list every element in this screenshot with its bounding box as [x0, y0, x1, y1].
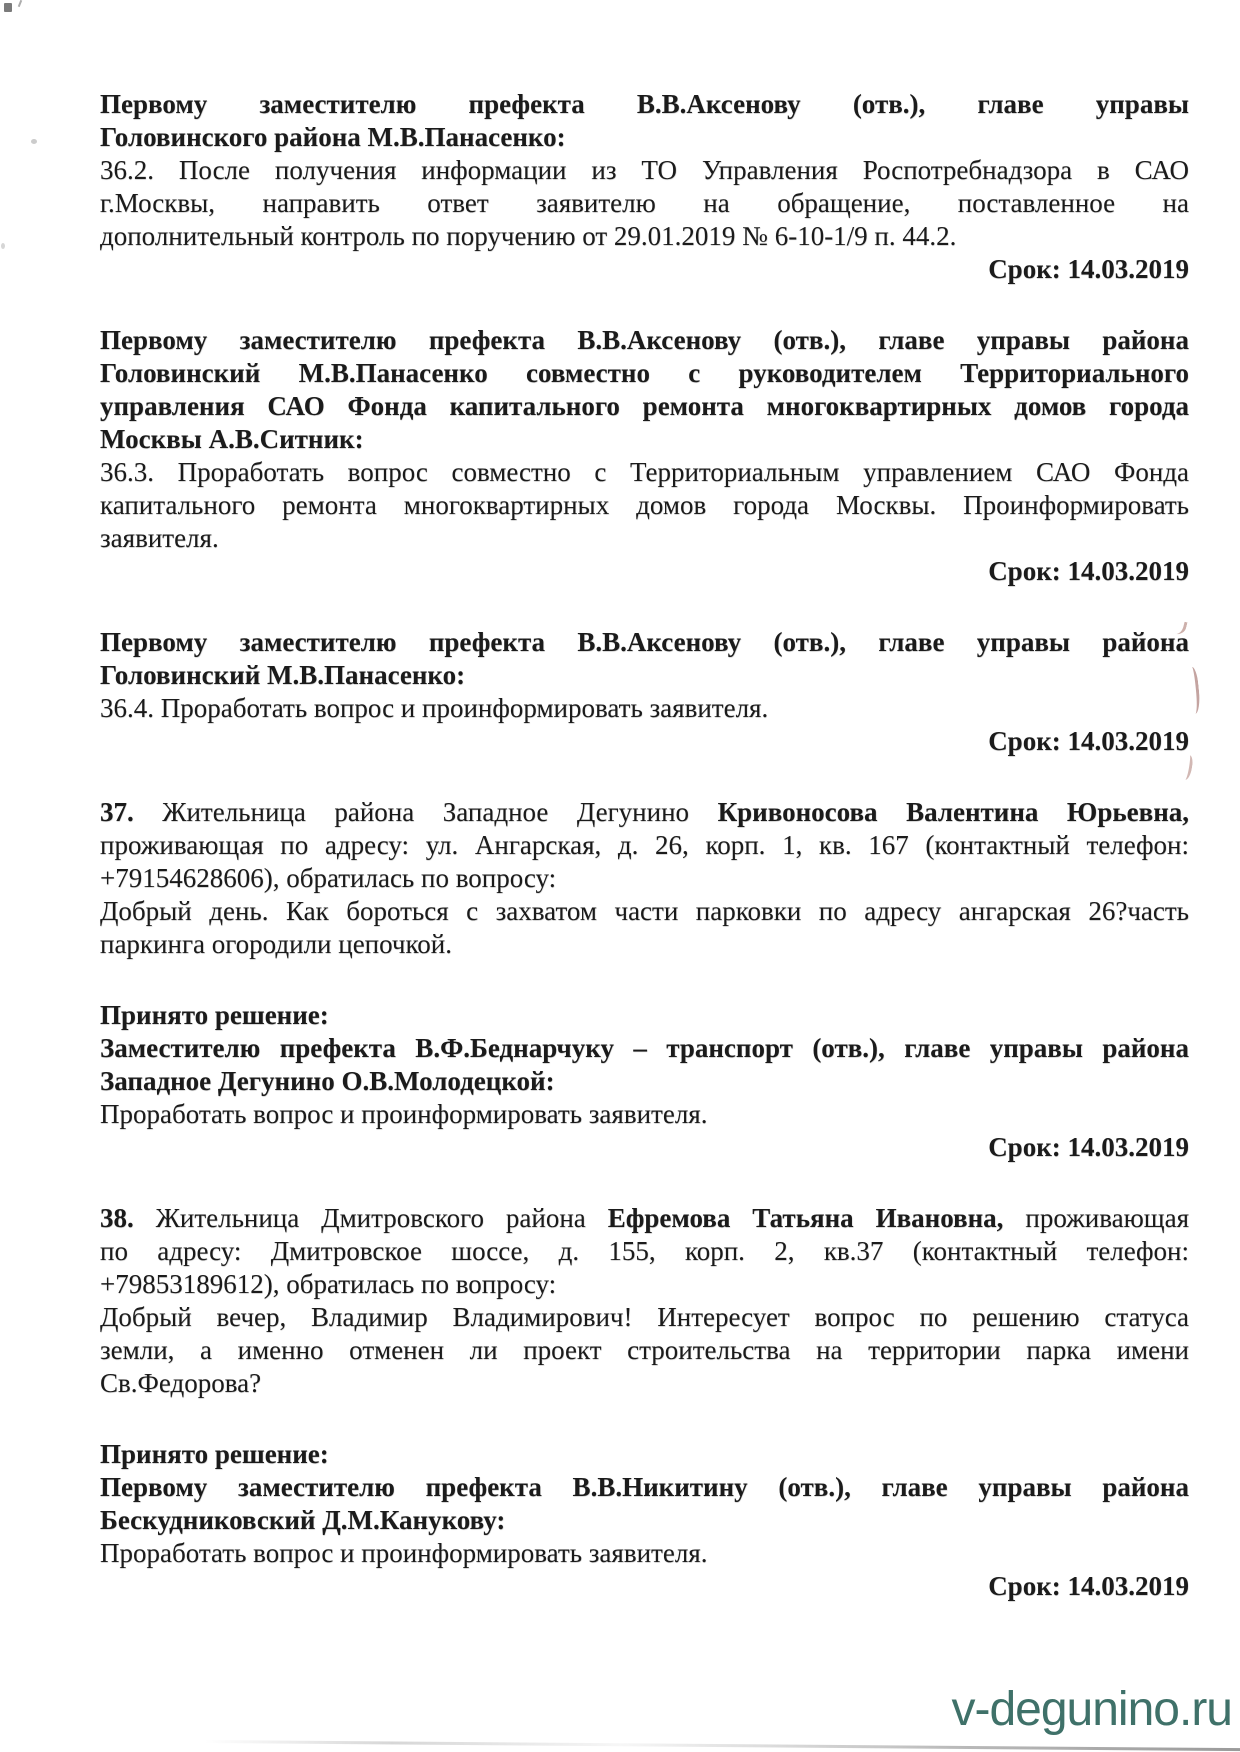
scan-dot-artifact: [1, 243, 5, 249]
emphasized-text: 38.: [100, 1203, 134, 1233]
text-segment: 36.3. Проработать вопрос совместно с Территориальным управлением САО Фонда: [100, 457, 1189, 487]
text-line: [100, 796, 1189, 829]
emphasized-text: Кривоносова Валентина Юрьевна,: [717, 797, 1189, 827]
text-segment: Первому заместителю префекта В.В.Аксенову (отв.), главе управы: [100, 89, 1189, 119]
text-line: [100, 187, 1189, 220]
appeal-37: [100, 796, 1189, 961]
text-line: [100, 357, 1189, 390]
scan-page-edge-line: [205, 1740, 1240, 1751]
text-line: [100, 1570, 1189, 1603]
text-segment: Св.Федорова?: [100, 1368, 262, 1398]
text-segment: Срок: 14.03.2019: [988, 556, 1189, 586]
text-segment: управления САО Фонда капитального ремонта многоквартирных домов города: [100, 391, 1189, 421]
text-segment: г.Москвы, направить ответ заявителю на обращение, поставленное на: [100, 188, 1189, 218]
text-line: [100, 324, 1189, 357]
scan-tick-artifact: [18, 0, 22, 7]
text-line: [100, 1471, 1189, 1504]
text-line: [100, 456, 1189, 489]
text-line: [100, 659, 1189, 692]
text-segment: Головинский М.В.Панасенко:: [100, 660, 466, 690]
site-watermark: v-degunino.ru: [951, 1683, 1232, 1736]
text-line: [100, 489, 1189, 522]
text-segment: Первому заместителю префекта В.В.Аксенову (отв.), главе управы района: [100, 627, 1189, 657]
text-line: [100, 1235, 1189, 1268]
text-segment: Срок: 14.03.2019: [988, 1132, 1189, 1162]
text-segment: Принято решение:: [100, 1000, 329, 1030]
text-segment: Первому заместителю префекта В.В.Аксенову (отв.), главе управы района: [100, 325, 1189, 355]
text-line: [100, 829, 1189, 862]
text-segment: Добрый вечер, Владимир Владимирович! Интересует вопрос по решению статуса: [100, 1302, 1189, 1332]
decision-38: [100, 1438, 1189, 1603]
decision-37: [100, 999, 1189, 1164]
text-line: [100, 1334, 1189, 1367]
text-line: [100, 555, 1189, 588]
text-line: [100, 1202, 1189, 1235]
text-segment: Срок: 14.03.2019: [988, 1571, 1189, 1601]
text-segment: Бескудниковский Д.М.Канукову:: [100, 1505, 506, 1535]
text-line: [100, 626, 1189, 659]
text-segment: 36.4. Проработать вопрос и проинформировать заявителя.: [100, 693, 769, 723]
text-line: [100, 1537, 1189, 1570]
text-line: [100, 1098, 1189, 1131]
text-segment: земли, а именно отменен ли проект строительства на территории парка имени: [100, 1335, 1189, 1365]
text-segment: Первому заместителю префекта В.В.Никитину (отв.), главе управы района: [100, 1472, 1189, 1502]
document-blocks: [100, 88, 1189, 1603]
text-line: [100, 220, 1189, 253]
resolution-36-2: [100, 88, 1189, 286]
text-segment: по адресу: Дмитровское шоссе, д. 155, корп. 2, кв.37 (контактный телефон:: [100, 1236, 1189, 1266]
text-segment: 36.2. После получения информации из ТО Управления Роспотребнадзора в САО: [100, 155, 1189, 185]
text-segment: проживающая по адресу: ул. Ангарская, д. 26, корп. 1, кв. 167 (контактный телефон:: [100, 830, 1189, 860]
text-segment: заявителя.: [100, 523, 219, 553]
text-line: [100, 1438, 1189, 1471]
text-segment: проживающая: [1003, 1203, 1189, 1233]
text-line: [100, 121, 1189, 154]
text-line: [100, 692, 1189, 725]
text-line: [100, 88, 1189, 121]
text-line: [100, 862, 1189, 895]
text-segment: Проработать вопрос и проинформировать заявителя.: [100, 1538, 708, 1568]
emphasized-text: Ефремова Татьяна Ивановна,: [607, 1203, 1004, 1233]
text-segment: Головинского района М.В.Панасенко:: [100, 122, 566, 152]
text-segment: Западное Дегунино О.В.Молодецкой:: [100, 1066, 555, 1096]
text-line: [100, 154, 1189, 187]
text-segment: паркинга огородили цепочкой.: [100, 929, 452, 959]
text-line: [100, 725, 1189, 758]
text-segment: +79853189612), обратилась по вопросу:: [100, 1269, 557, 1299]
text-line: [100, 895, 1189, 928]
text-line: [100, 928, 1189, 961]
text-line: [100, 1301, 1189, 1334]
emphasized-text: 37.: [100, 797, 134, 827]
text-segment: капитального ремонта многоквартирных домов города Москвы. Проинформировать: [100, 490, 1189, 520]
scan-corner-artifact: [4, 3, 12, 12]
text-line: [100, 522, 1189, 555]
text-segment: Москвы А.В.Ситник:: [100, 424, 364, 454]
scan-dot-artifact: [31, 139, 37, 144]
text-line: [100, 1032, 1189, 1065]
text-segment: Жительница Дмитровского района: [133, 1203, 608, 1233]
text-line: [100, 1065, 1189, 1098]
text-segment: +79154628606), обратилась по вопросу:: [100, 863, 557, 893]
text-line: [100, 1268, 1189, 1301]
text-segment: Проработать вопрос и проинформировать заявителя.: [100, 1099, 708, 1129]
text-line: [100, 423, 1189, 456]
text-line: [100, 390, 1189, 423]
appeal-38: [100, 1202, 1189, 1400]
text-segment: Заместителю префекта В.Ф.Беднарчуку – транспорт (отв.), главе управы района: [100, 1033, 1189, 1063]
text-line: [100, 1131, 1189, 1164]
text-line: [100, 1367, 1189, 1400]
resolution-36-4: [100, 626, 1189, 758]
text-segment: Срок: 14.03.2019: [988, 254, 1189, 284]
text-segment: Добрый день. Как бороться с захватом части парковки по адресу ангарская 26?часть: [100, 896, 1189, 926]
text-segment: Принято решение:: [100, 1439, 329, 1469]
text-line: [100, 999, 1189, 1032]
text-line: [100, 1504, 1189, 1537]
text-segment: Головинский М.В.Панасенко совместно с руководителем Территориального: [100, 358, 1189, 388]
resolution-36-3: [100, 324, 1189, 588]
text-segment: Жительница района Западное Дегунино: [133, 797, 718, 827]
text-line: [100, 253, 1189, 286]
text-segment: дополнительный контроль по поручению от 29.01.2019 № 6-10-1/9 п. 44.2.: [100, 221, 957, 251]
text-segment: Срок: 14.03.2019: [988, 726, 1189, 756]
